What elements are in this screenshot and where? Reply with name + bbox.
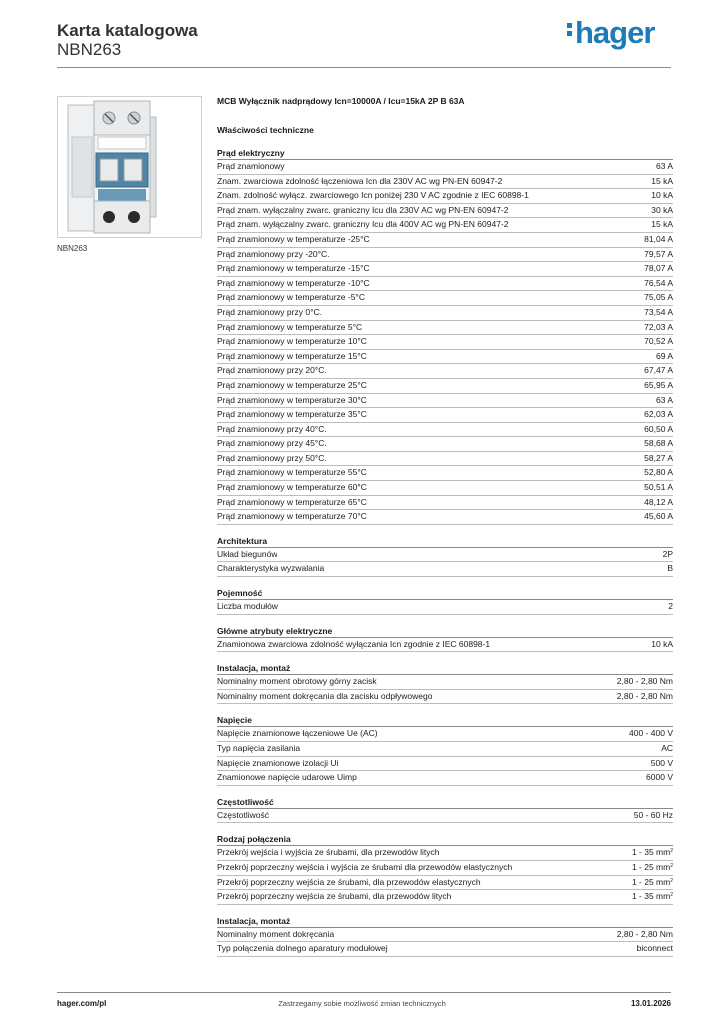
spec-row (217, 727, 673, 742)
product-title: MCB Wyłącznik nadprądowy Icn=10000A / Icu=15kA 2P B 63A (217, 96, 465, 106)
spec-row (217, 690, 673, 705)
spec-label: Układ biegunów (217, 548, 278, 559)
spec-value-text: 50 - 60 Hz (633, 809, 673, 820)
spec-row (217, 757, 673, 772)
spec-label: Prąd znamionowy (217, 161, 285, 171)
spec-value (651, 638, 673, 652)
spec-row (217, 423, 673, 438)
spec-value-text: 2 (668, 601, 673, 612)
spec-value-text: 65,95 A (644, 379, 673, 390)
spec-label: Prąd znamionowy w temperaturze 35°C (217, 409, 367, 420)
spec-value-text: 2P (662, 548, 673, 559)
spec-value-text: 45,60 A (644, 511, 673, 522)
spec-group (217, 663, 673, 704)
product-image (57, 96, 202, 238)
circuit-breaker-icon (58, 97, 201, 237)
spec-label: Prąd znamionowy w temperaturze 10°C (217, 336, 367, 347)
spec-row (217, 218, 673, 233)
spec-label: Prąd znamionowy w temperaturze 25°C (217, 379, 367, 390)
spec-value-superscript: 2 (670, 848, 673, 855)
spec-value (644, 335, 673, 349)
spec-label: Nominalny moment obrotowy górny zacisk (217, 676, 377, 687)
group-title: Prąd elektryczny (217, 148, 673, 160)
spec-value (632, 876, 673, 890)
spec-value-text: 500 V (650, 757, 673, 768)
spec-value-text: 1 - 35 mm (631, 891, 671, 902)
section-title: Właściwości techniczne (217, 125, 314, 135)
spec-value (644, 262, 673, 276)
spec-label: Prąd znamionowy przy 20°C. (217, 365, 327, 376)
spec-value (632, 890, 673, 904)
spec-value (637, 942, 673, 956)
spec-value (632, 846, 673, 860)
spec-row (217, 481, 673, 496)
spec-row (217, 452, 673, 467)
spec-row (217, 876, 673, 891)
spec-value-text: 15 kA (651, 219, 673, 230)
spec-label: Prąd znamionowy w temperaturze 30°C (217, 394, 367, 405)
spec-value-text: 60,50 A (644, 423, 673, 434)
spec-value (644, 291, 673, 305)
spec-label: Prąd znamionowy przy -20°C. (217, 248, 330, 259)
spec-row (217, 548, 673, 563)
spec-value-text: 10 kA (651, 190, 673, 201)
spec-label: Prąd znam. wyłączalny zwarc. graniczny Icu dla 230V AC wg PN-EN 60947-2 (217, 204, 509, 215)
spec-value (656, 350, 673, 364)
spec-row (217, 496, 673, 511)
spec-value-text: 67,47 A (644, 365, 673, 376)
spec-label: Prąd znam. wyłączalny zwarc. graniczny Icu dla 400V AC wg PN-EN 60947-2 (217, 219, 509, 230)
spec-value-text: 63 A (655, 394, 673, 405)
spec-label: Prąd znamionowy w temperaturze -5°C (217, 292, 365, 303)
spec-row (217, 175, 673, 190)
spec-content (217, 96, 673, 957)
spec-row (217, 335, 673, 350)
spec-row (217, 291, 673, 306)
spec-label: Prąd znamionowy w temperaturze 5°C (217, 321, 363, 332)
spec-value-text: 75,05 A (644, 292, 673, 303)
spec-row (217, 675, 673, 690)
spec-value-text: 1 - 35 mm (631, 847, 671, 858)
spec-value-text: 69 A (655, 350, 673, 361)
spec-value-text: 2,80 - 2,80 Nm (616, 690, 673, 701)
spec-group (217, 148, 673, 525)
spec-row (217, 248, 673, 263)
spec-value-text: 76,54 A (644, 277, 673, 288)
spec-group (217, 797, 673, 824)
spec-value (663, 548, 673, 562)
spec-value-text: 70,52 A (644, 336, 673, 347)
spec-value-superscript: 2 (670, 877, 673, 884)
spec-value (634, 809, 673, 823)
spec-value (651, 175, 673, 189)
spec-value (644, 306, 673, 320)
spec-label: Typ napięcia zasilania (217, 743, 301, 753)
group-title: Napięcie (217, 715, 673, 727)
spec-value (651, 204, 673, 218)
spec-row (217, 861, 673, 876)
spec-value-text: 10 kA (651, 638, 673, 649)
spec-value-text: 62,03 A (644, 409, 673, 420)
spec-row (217, 942, 673, 957)
spec-row (217, 379, 673, 394)
group-title: Główne atrybuty elektryczne (217, 626, 673, 638)
spec-value-text: AC (661, 743, 673, 753)
group-title: Architektura (217, 536, 673, 548)
spec-row (217, 562, 673, 577)
spec-value-text: B (667, 563, 673, 574)
group-title: Pojemność (217, 588, 673, 600)
spec-value-text: 63 A (655, 161, 673, 171)
spec-value-superscript: 2 (670, 892, 673, 899)
footer-website[interactable]: hager.com/pl (57, 999, 107, 1008)
spec-value (651, 218, 673, 232)
spec-value (656, 160, 673, 174)
spec-row (217, 262, 673, 277)
spec-row (217, 277, 673, 292)
spec-value (644, 408, 673, 422)
spec-value-text: 58,27 A (644, 452, 673, 463)
spec-label: Prąd znamionowy w temperaturze -15°C (217, 263, 370, 274)
spec-row (217, 928, 673, 943)
spec-value-superscript: 2 (670, 862, 673, 869)
spec-value (644, 321, 673, 335)
spec-value (644, 248, 673, 262)
spec-value-text: 2,80 - 2,80 Nm (616, 928, 673, 939)
footer-date: 13.01.2026 (630, 999, 671, 1008)
spec-value-text: 48,12 A (644, 496, 673, 507)
spec-value (661, 742, 673, 756)
footer-disclaimer: Zastrzegamy sobie możliwość zmian technicznych (278, 999, 446, 1008)
spec-row (217, 437, 673, 452)
spec-label: Napięcie znamionowe izolacji Ui (217, 757, 339, 768)
spec-row (217, 510, 673, 525)
spec-group (217, 916, 673, 957)
spec-label: Typ połączenia dolnego aparatury modułowej (217, 943, 388, 954)
spec-value (644, 496, 673, 510)
spec-value (651, 757, 673, 771)
spec-label: Prąd znamionowy przy 45°C. (217, 438, 327, 449)
document-title: Karta katalogowa (57, 21, 198, 40)
spec-value-text: 1 - 25 mm (631, 861, 671, 872)
group-title: Częstotliwość (217, 797, 673, 809)
hager-logo (567, 15, 654, 51)
spec-label: Przekrój poprzeczny wejścia ze śrubami, dla przewodów elastycznych (217, 876, 481, 887)
spec-row (217, 742, 673, 757)
spec-row (217, 771, 673, 786)
spec-label: Prąd znamionowy w temperaturze 55°C (217, 467, 367, 478)
spec-value (644, 233, 673, 247)
spec-row (217, 160, 673, 175)
group-title: Rodzaj połączenia (217, 834, 673, 846)
spec-row (217, 233, 673, 248)
spec-row (217, 204, 673, 219)
spec-value (644, 510, 673, 524)
spec-row (217, 350, 673, 365)
spec-label: Prąd znamionowy w temperaturze 65°C (217, 496, 367, 507)
spec-label: Napięcie znamionowe łączeniowe Ue (AC) (217, 728, 378, 739)
spec-label: Charakterystyka wyzwalania (217, 563, 325, 574)
image-caption: NBN263 (57, 244, 88, 253)
spec-value (617, 690, 673, 704)
logo-dots-icon (567, 20, 573, 39)
spec-label: Prąd znamionowy w temperaturze -10°C (217, 277, 370, 288)
logo-text: hager (575, 15, 655, 50)
spec-row (217, 890, 673, 905)
spec-value (644, 277, 673, 291)
spec-row (217, 846, 673, 861)
spec-value-text: 52,80 A (644, 467, 673, 478)
spec-value (656, 394, 673, 408)
spec-label: Nominalny moment dokręcania dla zacisku odpływowego (217, 690, 433, 701)
spec-label: Prąd znamionowy w temperaturze 70°C (217, 511, 367, 522)
spec-row (217, 809, 673, 824)
spec-value (651, 189, 673, 203)
spec-label: Znam. zwarciowa zdolność łączeniowa Icn dla 230V AC wg PN-EN 60947-2 (217, 175, 503, 186)
spec-value-text: 30 kA (651, 204, 673, 215)
spec-row (217, 394, 673, 409)
spec-row (217, 189, 673, 204)
spec-group (217, 626, 673, 653)
spec-value (644, 481, 673, 495)
spec-label: Przekrój poprzeczny wejścia ze śrubami, dla przewodów litych (217, 891, 452, 902)
spec-value (644, 466, 673, 480)
spec-row (217, 321, 673, 336)
spec-label: Liczba modułów (217, 601, 278, 612)
spec-label: Prąd znamionowy przy 40°C. (217, 423, 327, 434)
spec-value-text: 50,51 A (644, 482, 673, 493)
spec-value (644, 423, 673, 437)
group-title: Instalacja, montaż (217, 916, 673, 928)
spec-label: Znamionowe napięcie udarowe Uimp (217, 772, 357, 783)
spec-value (667, 562, 673, 576)
spec-value-text: 78,07 A (644, 263, 673, 274)
spec-value-text: 2,80 - 2,80 Nm (616, 676, 673, 687)
spec-value-text: 400 - 400 V (629, 728, 673, 739)
footer-divider (57, 992, 671, 993)
spec-value (617, 675, 673, 689)
spec-label: Znamionowa zwarciowa zdolność wyłączania Icn zgodnie z IEC 60898-1 (217, 638, 491, 649)
spec-label: Przekrój poprzeczny wejścia i wyjścia ze śrubami dla przewodów elastycznych (217, 861, 513, 872)
spec-row (217, 466, 673, 481)
spec-value (617, 928, 673, 942)
spec-value (668, 600, 673, 614)
spec-value-text: 58,68 A (644, 438, 673, 449)
spec-label: Prąd znamionowy przy 0°C. (217, 306, 322, 317)
spec-value-text: 73,54 A (644, 306, 673, 317)
spec-label: Prąd znamionowy w temperaturze -25°C (217, 233, 370, 244)
spec-value (644, 364, 673, 378)
spec-value-text: biconnect (636, 943, 673, 954)
spec-value (629, 727, 673, 741)
group-title: Instalacja, montaż (217, 663, 673, 675)
spec-value-text: 72,03 A (644, 321, 673, 332)
spec-row (217, 306, 673, 321)
spec-label: Nominalny moment dokręcania (217, 928, 335, 939)
product-code: NBN263 (57, 40, 122, 59)
spec-row (217, 638, 673, 653)
header-divider (57, 67, 671, 68)
spec-row (217, 364, 673, 379)
spec-value (644, 452, 673, 466)
spec-group (217, 715, 673, 785)
spec-value-text: 79,57 A (644, 248, 673, 259)
spec-label: Przekrój wejścia i wyjścia ze śrubami, dla przewodów litych (217, 847, 440, 858)
spec-label: Prąd znamionowy przy 50°C. (217, 452, 327, 463)
spec-label: Znam. zdolność wyłącz. zwarciowego Icn poniżej 230 V AC zgodnie z IEC 60898-1 (217, 190, 529, 201)
spec-value (644, 437, 673, 451)
spec-groups (217, 148, 673, 957)
spec-value-text: 1 - 25 mm (631, 876, 671, 887)
spec-group (217, 588, 673, 615)
spec-row (217, 408, 673, 423)
spec-value-text: 15 kA (651, 175, 673, 186)
spec-label: Częstotliwość (217, 809, 269, 820)
spec-value (646, 771, 673, 785)
spec-group (217, 834, 673, 904)
spec-value-text: 6000 V (646, 772, 673, 783)
spec-value (644, 379, 673, 393)
spec-label: Prąd znamionowy w temperaturze 60°C (217, 482, 367, 493)
spec-value (632, 861, 673, 875)
spec-value-text: 81,04 A (644, 233, 673, 244)
spec-group (217, 536, 673, 577)
spec-label: Prąd znamionowy w temperaturze 15°C (217, 350, 367, 361)
spec-row (217, 600, 673, 615)
